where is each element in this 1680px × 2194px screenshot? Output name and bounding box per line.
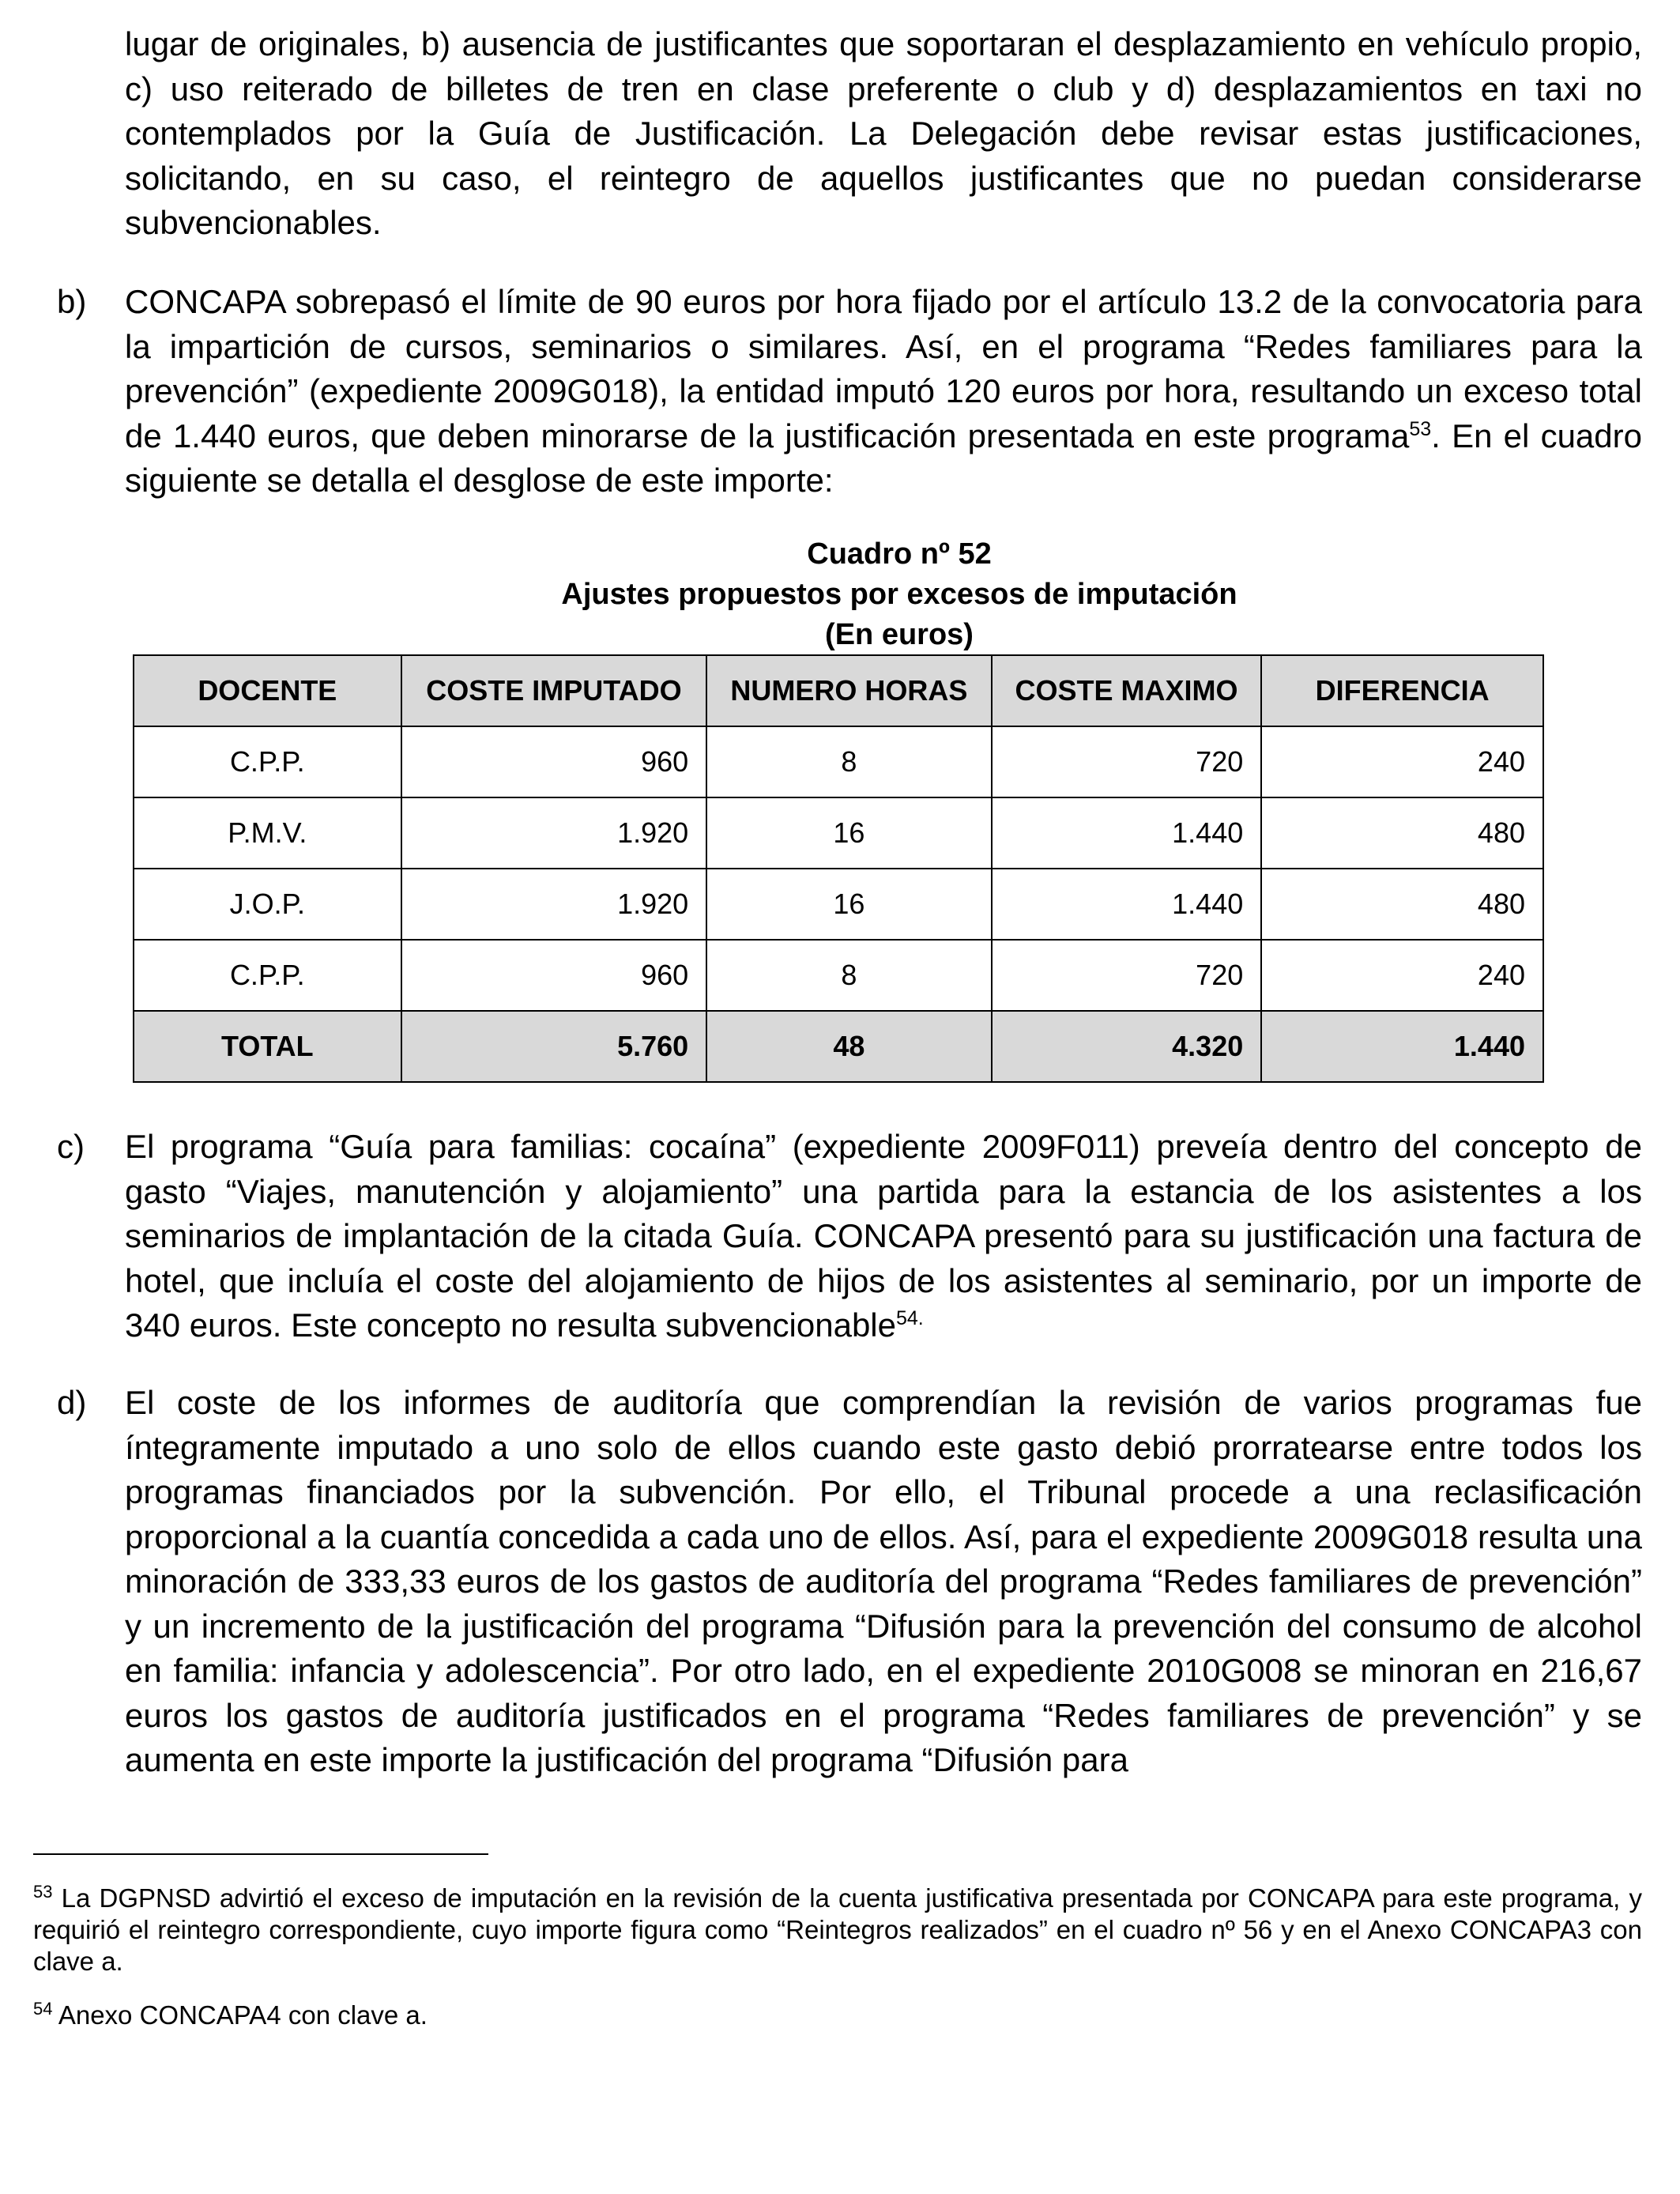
total-numero-horas: 48 [706,1011,992,1082]
item-d-paragraph: El coste de los informes de auditoría que comprendían la revisión de varios programas fue íntegramente imputado a uno solo de ellos cuando este gasto debió prorratearse entre todos los programas financiados por la subvención. Por ello, el Tribunal procede a una reclasificación proporcional a la cuantía concedida a cada uno de ellos. Así, para el expediente 2009G018 resulta una minoración de 333,33 euros de los gastos de auditoría del programa “Redes familiares de prevención” y un incremento de la justificación del programa “Difusión para la prevención del consumo de alcohol en familia: infancia y adolescencia”. Por otro lado, en el expediente 2010G008 se minoran en 216,67 euros los gastos de auditoría justificados en el programa “Redes familiares de prevención” y se aumenta en este importe la justificación del programa “Difusión para [125,1384,1642,1778]
cell-diferencia: 480 [1261,869,1543,940]
cell-docente: C.P.P. [134,940,401,1011]
cell-diferencia: 240 [1261,940,1543,1011]
header-numero-horas: NUMERO HORAS [706,655,992,726]
footnote-ref-54[interactable]: 54. [896,1307,924,1329]
total-label: TOTAL [134,1011,401,1082]
total-coste-maximo: 4.320 [992,1011,1262,1082]
footnote-53-text: La DGPNSD advirtió el exceso de imputación en la revisión de la cuenta justificativa presentada por CONCAPA para este programa, y requirió el reintegro correspondiente, cuyo importe figura como “Reintegros realizados” en el cuadro nº 56 y en el Anexo CONCAPA3 con clave a. [33,1883,1642,1976]
cell-coste-maximo: 720 [992,940,1262,1011]
cell-diferencia: 480 [1261,797,1543,869]
table-row [134,726,1543,797]
item-b-paragraph [125,280,1642,503]
footnote-54-text: Anexo CONCAPA4 con clave a. [52,2000,428,2030]
table-row [134,940,1543,1011]
continued-paragraph: lugar de originales, b) ausencia de justificantes que soportaran el desplazamiento en vehículo propio, c) uso reiterado de billetes de tren en clase preferente o club y d) desplazamientos en taxi no contemplados por la Guía de Justificación. La Delegación debe revisar estas justificaciones, solicitando, en su caso, el reintegro de aquellos justificantes que no puedan considerarse subvencionables. [125,25,1642,241]
cell-numero-horas: 8 [706,940,992,1011]
footnote-54-number: 54 [33,1999,53,2019]
cell-coste-imputado: 960 [401,726,707,797]
table-units: (En euros) [825,618,974,651]
item-b-tail: . En el cuadro siguiente se detalla el desglose de este importe: [125,417,1642,499]
cell-numero-horas: 8 [706,726,992,797]
item-b-marker: b) [57,283,87,320]
header-diferencia: DIFERENCIA [1261,655,1543,726]
header-docente: DOCENTE [134,655,401,726]
footnote-ref-53[interactable]: 53 [1409,417,1432,440]
cell-diferencia: 240 [1261,726,1543,797]
cell-coste-maximo: 1.440 [992,869,1262,940]
table-header-row [134,655,1543,726]
table-number: Cuadro nº 52 [807,537,992,571]
item-b-text: CONCAPA sobrepasó el límite de 90 euros por hora fijado por el artículo 13.2 de la convocatoria para la impartición de cursos, seminarios o similares. Así, en el programa “Redes familiares para la prevención” (expediente 2009G018), la entidad imputó 120 euros por hora, resultando un exceso total de 1.440 euros, que deben minorarse de la justificación presentada en este programa [125,283,1642,454]
cell-coste-maximo: 720 [992,726,1262,797]
footnote-separator [33,1853,488,1855]
item-c-marker: c) [57,1128,85,1165]
table-row [134,797,1543,869]
footnote-53-number: 53 [33,1882,53,1902]
table-caption [125,534,1674,655]
cell-coste-imputado: 1.920 [401,869,707,940]
item-c-paragraph [125,1125,1642,1348]
cell-docente: C.P.P. [134,726,401,797]
cell-numero-horas: 16 [706,797,992,869]
header-coste-imputado: COSTE IMPUTADO [401,655,707,726]
cell-docente: P.M.V. [134,797,401,869]
footnote-54 [33,2000,1642,2031]
header-coste-maximo: COSTE MAXIMO [992,655,1262,726]
cell-numero-horas: 16 [706,869,992,940]
table-row [134,869,1543,940]
item-c-text: El programa “Guía para familias: cocaína” (expediente 2009F011) preveía dentro del concepto de gasto “Viajes, manutención y alojamiento” una partida para la estancia de los asistentes a los seminarios de implantación de la citada Guía. CONCAPA presentó para su justificación una factura de hotel, que incluía el coste del alojamiento de hijos de los asistentes al seminario, por un importe de 340 euros. Este concepto no resulta subvencionable [125,1128,1642,1344]
adjustments-table [133,654,1544,1083]
cell-coste-imputado: 960 [401,940,707,1011]
cell-coste-maximo: 1.440 [992,797,1262,869]
footnote-53 [33,1883,1642,1977]
table-total-row [134,1011,1543,1082]
item-d-marker: d) [57,1384,87,1421]
total-coste-imputado: 5.760 [401,1011,707,1082]
cell-docente: J.O.P. [134,869,401,940]
cell-coste-imputado: 1.920 [401,797,707,869]
total-diferencia: 1.440 [1261,1011,1543,1082]
table-title: Ajustes propuestos por excesos de imputación [561,578,1237,611]
